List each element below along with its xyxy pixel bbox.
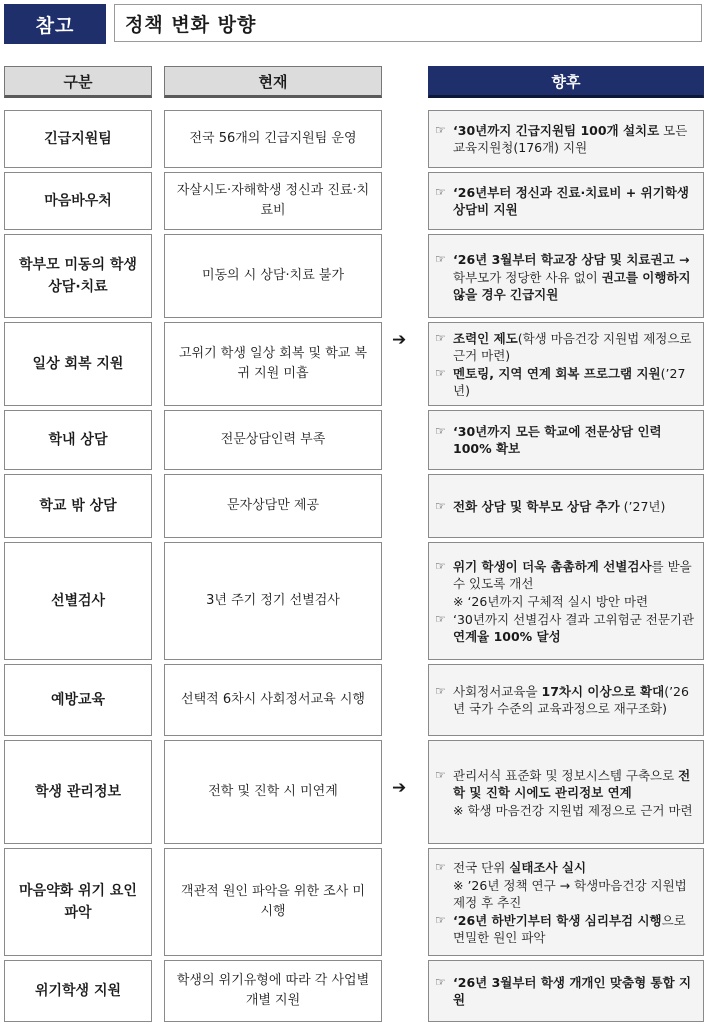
future-cell <box>428 960 704 1022</box>
future-content <box>435 329 698 400</box>
current-cell <box>164 474 382 538</box>
category-label: 학부모 미동의 학생 상담·치료 <box>19 257 137 295</box>
future-cell <box>428 322 704 406</box>
column-header-category: 구분 <box>4 66 152 98</box>
future-bullet <box>435 558 698 592</box>
current-cell <box>164 960 382 1022</box>
category-label: 긴급지원팀 <box>44 131 112 147</box>
category-cell <box>4 960 152 1022</box>
future-cell <box>428 542 704 660</box>
future-bullet <box>435 859 698 876</box>
text-segment: 전학 및 진학 시에도 관리정보 연계 <box>453 767 691 800</box>
future-bullet <box>435 683 698 717</box>
pointing-hand-icon: ☞ <box>435 123 446 137</box>
category-label: 학내 상담 <box>48 432 108 448</box>
future-cell <box>428 172 704 230</box>
right-arrow-icon: ➔ <box>392 330 407 350</box>
text-segment: 멘토링, 지역 연계 회복 프로그램 지원 <box>453 365 661 381</box>
pointing-hand-icon: ☞ <box>435 684 446 698</box>
page-title: 정책 변화 방향 <box>114 4 702 42</box>
text-segment: ‘30년까지 선별검사 결과 고위험군 전문기관 <box>453 611 695 627</box>
text-segment: 진료·치료비 + 위기학생 상담비 지원 <box>453 185 689 217</box>
category-label: 위기학생 지원 <box>34 983 122 999</box>
category-label: 선별검사 <box>50 593 106 609</box>
future-bullet-text <box>453 558 698 592</box>
reference-tag: 참고 <box>4 4 106 44</box>
category-label: 학생 관리정보 <box>34 784 122 800</box>
category-label: 마음바우처 <box>44 193 112 209</box>
pointing-hand-icon: ☞ <box>435 859 446 874</box>
future-content <box>435 422 698 458</box>
current-cell <box>164 410 382 470</box>
category-cell <box>4 664 152 736</box>
future-bullet-text <box>453 859 698 876</box>
future-bullet <box>435 767 698 801</box>
pointing-hand-icon: ☞ <box>435 365 446 380</box>
future-cell <box>428 740 704 844</box>
pointing-hand-icon: ☞ <box>435 767 446 782</box>
current-text: 전문상담인력 부족 <box>220 432 326 447</box>
pointing-hand-icon: ☞ <box>435 611 446 626</box>
current-text: 미동의 시 상담·치료 불가 <box>201 268 345 283</box>
category-cell <box>4 110 152 168</box>
text-segment: 관리서식 표준화 및 정보시스템 구축으로 <box>453 767 679 783</box>
text-segment: ‘26년 하반기부터 학생 심리부검 시행 <box>453 912 662 928</box>
future-content <box>435 858 698 947</box>
category-cell <box>4 322 152 406</box>
current-cell <box>164 740 382 844</box>
column-header-current: 현재 <box>164 66 382 98</box>
text-segment: (학생 마음건강 지원법 제정으로 근거 마련) <box>453 330 692 363</box>
current-text: 선택적 6차시 사회정서교육 시행 <box>181 692 365 707</box>
future-bullet-text <box>453 423 698 457</box>
future-content <box>435 766 698 819</box>
current-text: 자살시도·자해학생 정신과 진료·치료비 <box>176 183 370 218</box>
text-segment: 전화 상담 및 학부모 상담 추가 <box>453 498 620 514</box>
future-bullet-text <box>453 767 698 801</box>
current-text: 학생의 위기유형에 따라 각 사업별 개별 지원 <box>176 973 370 1008</box>
future-cell <box>428 410 704 470</box>
current-cell <box>164 234 382 318</box>
pointing-hand-icon: ☞ <box>435 912 446 927</box>
column-header-future: 향후 <box>428 66 704 98</box>
future-bullet <box>435 498 698 515</box>
current-cell <box>164 322 382 406</box>
text-segment: 실태조사 실시 <box>509 859 587 875</box>
current-cell <box>164 664 382 736</box>
text-segment: ※ 학생 마음건강 지원법 제정으로 근거 마련 <box>453 802 693 818</box>
future-bullet-text <box>453 184 698 218</box>
future-note <box>435 877 698 911</box>
category-label: 마음약화 위기 요인 파악 <box>19 883 137 921</box>
category-cell <box>4 474 152 538</box>
current-text: 전국 56개의 긴급지원팀 운영 <box>189 131 357 146</box>
future-content <box>435 557 698 646</box>
pointing-hand-icon: ☞ <box>435 424 446 438</box>
category-cell <box>4 848 152 956</box>
category-label: 예방교육 <box>50 692 106 708</box>
current-cell <box>164 110 382 168</box>
future-subtext <box>435 269 698 303</box>
future-bullet <box>435 974 698 1008</box>
category-cell <box>4 740 152 844</box>
current-cell <box>164 848 382 956</box>
category-cell <box>4 542 152 660</box>
future-note <box>435 593 698 610</box>
pointing-hand-icon: ☞ <box>435 185 446 199</box>
future-bullet-text <box>453 251 698 268</box>
future-bullet-text <box>453 912 698 946</box>
category-cell <box>4 234 152 318</box>
text-segment: (’27년) <box>453 365 686 398</box>
future-note <box>435 802 698 819</box>
future-bullet-text <box>453 683 698 717</box>
text-segment: ※ ’26년 정책 연구 → 학생마음건강 지원법 제정 후 추진 <box>453 877 687 910</box>
pointing-hand-icon: ☞ <box>435 558 446 573</box>
current-cell <box>164 542 382 660</box>
text-segment: ‘26년 3월부터 학교장 상담 및 치료권고 → <box>453 251 690 267</box>
text-segment: ‘26년부터 정신과 <box>453 185 557 200</box>
future-cell <box>428 664 704 736</box>
text-segment: 학부모가 정당한 사유 없이 <box>453 269 602 285</box>
future-content <box>435 250 698 303</box>
text-segment: 조력인 제도 <box>453 330 518 346</box>
future-bullet <box>435 365 698 399</box>
future-cell <box>428 234 704 318</box>
future-bullet-text <box>453 365 698 399</box>
text-segment: 연계율 100% 달성 <box>453 628 561 644</box>
future-content <box>435 973 698 1009</box>
future-bullet <box>435 184 698 218</box>
current-text: 전학 및 진학 시 미연계 <box>208 784 338 799</box>
text-segment: (’26년 국가 수준의 교육과정으로 재구조화) <box>453 684 689 716</box>
category-label: 학교 밖 상담 <box>39 498 117 514</box>
current-text: 고위기 학생 일상 회복 및 학교 복귀 지원 미흡 <box>178 346 368 381</box>
text-segment: 권고를 이행하지 않을 경우 긴급지원 <box>453 269 691 302</box>
text-segment: ‘30년까지 긴급지원팀 100개 설치로 <box>453 123 660 138</box>
future-bullet-text <box>453 611 698 645</box>
current-text: 객관적 원인 파악을 위한 조사 미 시행 <box>181 884 365 919</box>
current-text: 문자상담만 제공 <box>226 498 320 513</box>
future-bullet-text <box>453 498 698 515</box>
future-bullet <box>435 330 698 364</box>
category-cell <box>4 410 152 470</box>
future-bullet <box>435 122 698 156</box>
future-cell <box>428 848 704 956</box>
future-bullet <box>435 423 698 457</box>
future-bullet-text <box>453 330 698 364</box>
future-content <box>435 183 698 219</box>
future-bullet-text <box>453 122 698 156</box>
text-segment: ‘26년 3월부터 학생 개개인 맞춤형 통합 지원 <box>453 975 692 1007</box>
current-cell <box>164 172 382 230</box>
pointing-hand-icon: ☞ <box>435 251 446 266</box>
pointing-hand-icon: ☞ <box>435 330 446 345</box>
current-text: 3년 주기 정기 선별검사 <box>206 593 340 608</box>
text-segment: 를 받을 수 있도록 개선 <box>453 558 692 591</box>
text-segment: ‘30년까지 모든 학교에 전문상담 인력 100% 확보 <box>453 424 662 456</box>
text-segment: 전국 단위 <box>453 859 510 875</box>
title-bar <box>4 4 704 44</box>
future-bullet <box>435 251 698 268</box>
future-cell <box>428 110 704 168</box>
future-bullet-text <box>453 974 698 1008</box>
text-segment: (’27년) <box>619 498 666 514</box>
pointing-hand-icon: ☞ <box>435 498 446 513</box>
text-segment: ※ ‘26년까지 구체적 실시 방안 마련 <box>453 593 649 609</box>
future-content <box>435 497 698 516</box>
text-segment: 17차시 이상으로 확대 <box>541 684 665 699</box>
category-label: 일상 회복 지원 <box>32 356 124 372</box>
category-cell <box>4 172 152 230</box>
future-content <box>435 121 698 157</box>
future-bullet <box>435 912 698 946</box>
text-segment: 사회정서교육을 <box>453 684 542 699</box>
right-arrow-icon: ➔ <box>392 778 407 798</box>
text-segment: 으로 면밀한 원인 파악 <box>453 912 686 945</box>
text-segment: 모든 교육지원청(176개) 지원 <box>453 123 688 155</box>
future-cell <box>428 474 704 538</box>
pointing-hand-icon: ☞ <box>435 975 446 989</box>
future-bullet <box>435 611 698 645</box>
text-segment: 위기 학생이 더욱 촘촘하게 선별검사 <box>453 558 652 574</box>
future-content <box>435 682 698 718</box>
